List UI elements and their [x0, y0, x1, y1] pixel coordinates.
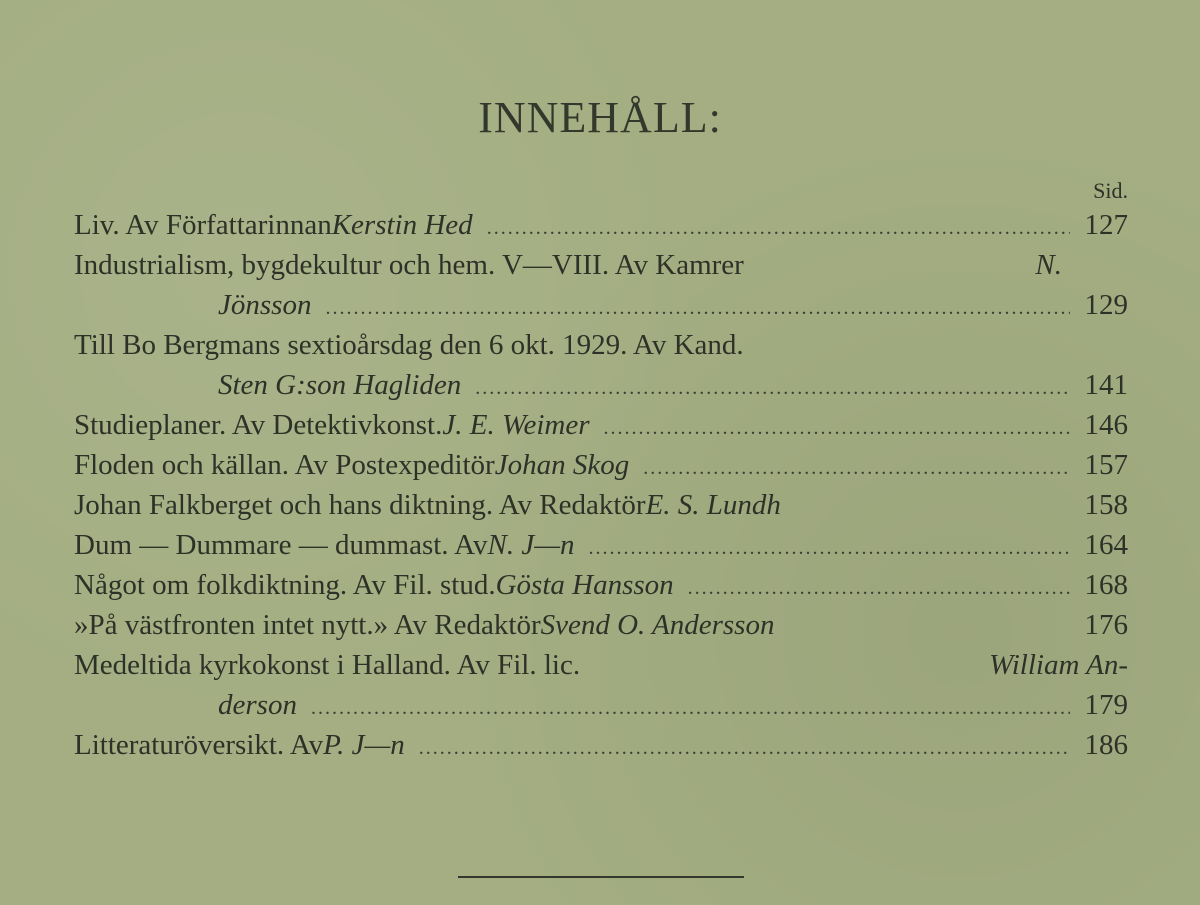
leader-dots	[325, 288, 1070, 328]
page-title: INNEHÅLL:	[478, 93, 722, 142]
entry-page-number: 141	[1084, 369, 1128, 401]
toc-entry	[74, 405, 1128, 445]
entry-author: William An-	[989, 649, 1128, 681]
bottom-rule	[458, 876, 744, 878]
toc-entry	[74, 445, 1128, 485]
entry-title: Något om folkdiktning. Av Fil. stud.	[74, 569, 496, 601]
entry-title: Dum — Dummare — dummast. Av	[74, 529, 488, 561]
leader-dots	[419, 728, 1070, 768]
toc-entry	[74, 605, 1128, 645]
entry-page-number: 157	[1084, 449, 1128, 481]
leader-dots	[475, 368, 1070, 408]
entry-author: J. E. Weimer	[442, 409, 590, 441]
leader-dots	[487, 208, 1070, 248]
toc-entry	[74, 525, 1128, 565]
toc-entry	[74, 325, 1128, 405]
entry-title: Till Bo Bergmans sextioårsdag den 6 okt. 1929. Av Kand.	[74, 329, 744, 361]
entry-author: N.	[1035, 249, 1062, 281]
toc-entry	[74, 245, 1128, 325]
entry-page-number: 186	[1084, 729, 1128, 761]
leader-dots	[604, 408, 1071, 448]
entry-author: Svend O. Andersson	[540, 609, 775, 641]
entry-author-continued: Sten G:son Hagliden	[218, 369, 462, 401]
toc-entry	[74, 485, 1128, 525]
entry-title: Industrialism, bygdekultur och hem. V—VIII. Av Kamrer	[74, 249, 744, 281]
entry-title: Liv. Av Författarinnan	[74, 209, 332, 241]
entry-page-number: 158	[1084, 489, 1128, 521]
entry-title: Studieplaner. Av Detektivkonst.	[74, 409, 443, 441]
entry-author-continued: derson	[218, 689, 297, 721]
entry-page-number: 168	[1084, 569, 1128, 601]
entry-author: Johan Skog	[494, 449, 630, 481]
entry-author: N. J—n	[487, 529, 575, 561]
leader-dots	[311, 688, 1070, 728]
entry-page-number: 127	[1084, 209, 1128, 241]
entry-page-number: 146	[1084, 409, 1128, 441]
toc-entry	[74, 205, 1128, 245]
toc-entry	[74, 645, 1128, 725]
page-column-label: Sid.	[1093, 178, 1128, 203]
leader-dots	[688, 568, 1070, 608]
table-of-contents	[74, 205, 1128, 765]
entry-author: P. J—n	[323, 729, 405, 761]
entry-author-continued: Jönsson	[218, 289, 312, 321]
entry-title: Medeltida kyrkokonst i Halland. Av Fil. lic.	[74, 649, 581, 681]
entry-author: Kerstin Hed	[331, 209, 473, 241]
leader-dots	[643, 448, 1070, 488]
entry-page-number: 129	[1084, 289, 1128, 321]
entry-title: Floden och källan. Av Postexpeditör	[74, 449, 495, 481]
entry-page-number: 164	[1084, 529, 1128, 561]
entry-title: »På västfronten intet nytt.» Av Redaktör	[74, 609, 541, 641]
toc-entry	[74, 565, 1128, 605]
toc-entry	[74, 725, 1128, 765]
entry-author: E. S. Lundh	[645, 489, 781, 521]
leader-dots	[588, 528, 1070, 568]
entry-title: Johan Falkberget och hans diktning. Av Redaktör	[74, 489, 646, 521]
entry-page-number: 179	[1084, 689, 1128, 721]
entry-title: Litteraturöversikt. Av	[74, 729, 324, 761]
entry-page-number: 176	[1084, 609, 1128, 641]
entry-author: Gösta Hansson	[495, 569, 674, 601]
